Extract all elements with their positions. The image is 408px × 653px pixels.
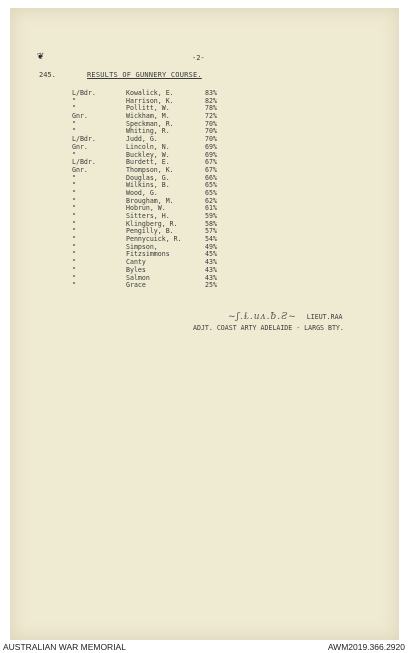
result-rank: ": [72, 265, 76, 274]
result-percent: 70%: [205, 135, 217, 144]
result-name: Hobrun, W.: [126, 204, 166, 213]
result-percent: 43%: [205, 273, 217, 282]
result-name: Pengilly, B.: [126, 227, 174, 236]
result-name: Wickham, M.: [126, 112, 170, 121]
result-name: Harrison, K.: [126, 96, 174, 105]
result-percent: 70%: [205, 127, 217, 136]
result-percent: 65%: [205, 181, 217, 190]
result-rank: ": [72, 227, 76, 236]
result-percent: 61%: [205, 204, 217, 213]
result-percent: 45%: [205, 250, 217, 259]
result-name: Whiting, R.: [126, 127, 170, 136]
result-percent: 59%: [205, 212, 217, 220]
result-rank: L/Bdr.: [72, 89, 96, 97]
result-rank: ": [72, 204, 76, 213]
result-percent: 83%: [205, 89, 217, 97]
result-percent: 57%: [205, 227, 217, 236]
result-rank: ": [72, 127, 76, 136]
footer-institution: AUSTRALIAN WAR MEMORIAL: [3, 642, 126, 652]
result-percent: 67%: [205, 165, 217, 174]
result-rank: L/Bdr.: [72, 135, 96, 144]
result-name: Byles: [126, 265, 146, 274]
result-percent: 54%: [205, 235, 217, 244]
page-number: -2-: [192, 54, 205, 62]
result-name: Judd, G.: [126, 135, 158, 144]
result-percent: 69%: [205, 142, 217, 151]
result-percent: 43%: [205, 265, 217, 274]
result-name: Lincoln, N.: [126, 142, 170, 151]
result-percent: 72%: [205, 112, 217, 121]
result-name: Brougham, M.: [126, 196, 174, 205]
result-rank: ": [72, 173, 76, 182]
result-rank: ": [72, 188, 76, 197]
result-rank: Gnr.: [72, 142, 88, 151]
result-percent: 70%: [205, 119, 217, 128]
handwritten-signature: ~ʃ.Ɫ.uᴧ.ƀ.Ƨ~: [228, 312, 297, 322]
result-rank: ": [72, 150, 76, 159]
document-page: [10, 8, 399, 640]
result-rank: ": [72, 258, 76, 267]
result-rank: Gnr.: [72, 165, 88, 174]
binder-hole-mark: ❦: [37, 49, 44, 62]
result-percent: 65%: [205, 188, 217, 197]
result-name: Douglas, G.: [126, 173, 170, 182]
result-name: Simpson,: [126, 242, 158, 251]
results-list: [72, 90, 235, 290]
result-rank: Gnr.: [72, 112, 88, 121]
result-rank: ": [72, 212, 76, 220]
result-percent: 49%: [205, 242, 217, 251]
result-percent: 66%: [205, 173, 217, 182]
result-rank: ": [72, 104, 76, 113]
result-percent: 43%: [205, 258, 217, 267]
result-percent: 67%: [205, 158, 217, 167]
result-name: Klingberg, R.: [126, 219, 178, 228]
list-item: [72, 282, 235, 290]
result-rank: ": [72, 96, 76, 105]
page-title: RESULTS OF GUNNERY COURSE.: [87, 71, 202, 79]
result-percent: 58%: [205, 219, 217, 228]
result-name: Salmon: [126, 273, 150, 282]
result-percent: 82%: [205, 96, 217, 105]
result-name: Canty: [126, 258, 146, 267]
result-rank: ": [72, 181, 76, 190]
result-name: Buckley, W.: [126, 150, 170, 159]
result-name: Pennycuick, R.: [126, 235, 182, 244]
result-rank: L/Bdr.: [72, 158, 96, 167]
result-rank: ": [72, 242, 76, 251]
result-name: Speckman, R.: [126, 119, 174, 128]
result-percent: 69%: [205, 150, 217, 159]
result-rank: ": [72, 250, 76, 259]
result-rank: ": [72, 219, 76, 228]
result-rank: ": [72, 281, 76, 290]
paragraph-number: 245.: [39, 71, 56, 79]
result-percent: 78%: [205, 104, 217, 113]
result-percent: 25%: [205, 281, 217, 290]
signature-block: [228, 311, 343, 322]
result-rank: ": [72, 119, 76, 128]
result-name: Wilkins, B.: [126, 181, 170, 190]
result-name: Burdett, E.: [126, 158, 170, 167]
result-rank: ": [72, 235, 76, 244]
result-percent: 62%: [205, 196, 217, 205]
result-name: Wood, G.: [126, 188, 158, 197]
signature-rank: LIEUT.RAA: [306, 313, 343, 321]
result-name: Fitzsimmons: [126, 250, 170, 259]
result-name: Sitters, H.: [126, 212, 170, 220]
result-rank: ": [72, 196, 76, 205]
signature-title: ADJT. COAST ARTY ADELAIDE - LARGS BTY.: [193, 324, 344, 332]
result-rank: ": [72, 273, 76, 282]
result-name: Grace: [126, 281, 146, 290]
result-name: Pollitt, W.: [126, 104, 170, 113]
footer-accession-number: AWM2019.366.2920: [327, 642, 405, 652]
result-name: Thompson, K.: [126, 165, 174, 174]
archive-footer: [0, 642, 408, 653]
result-name: Kowalick, E.: [126, 89, 174, 97]
